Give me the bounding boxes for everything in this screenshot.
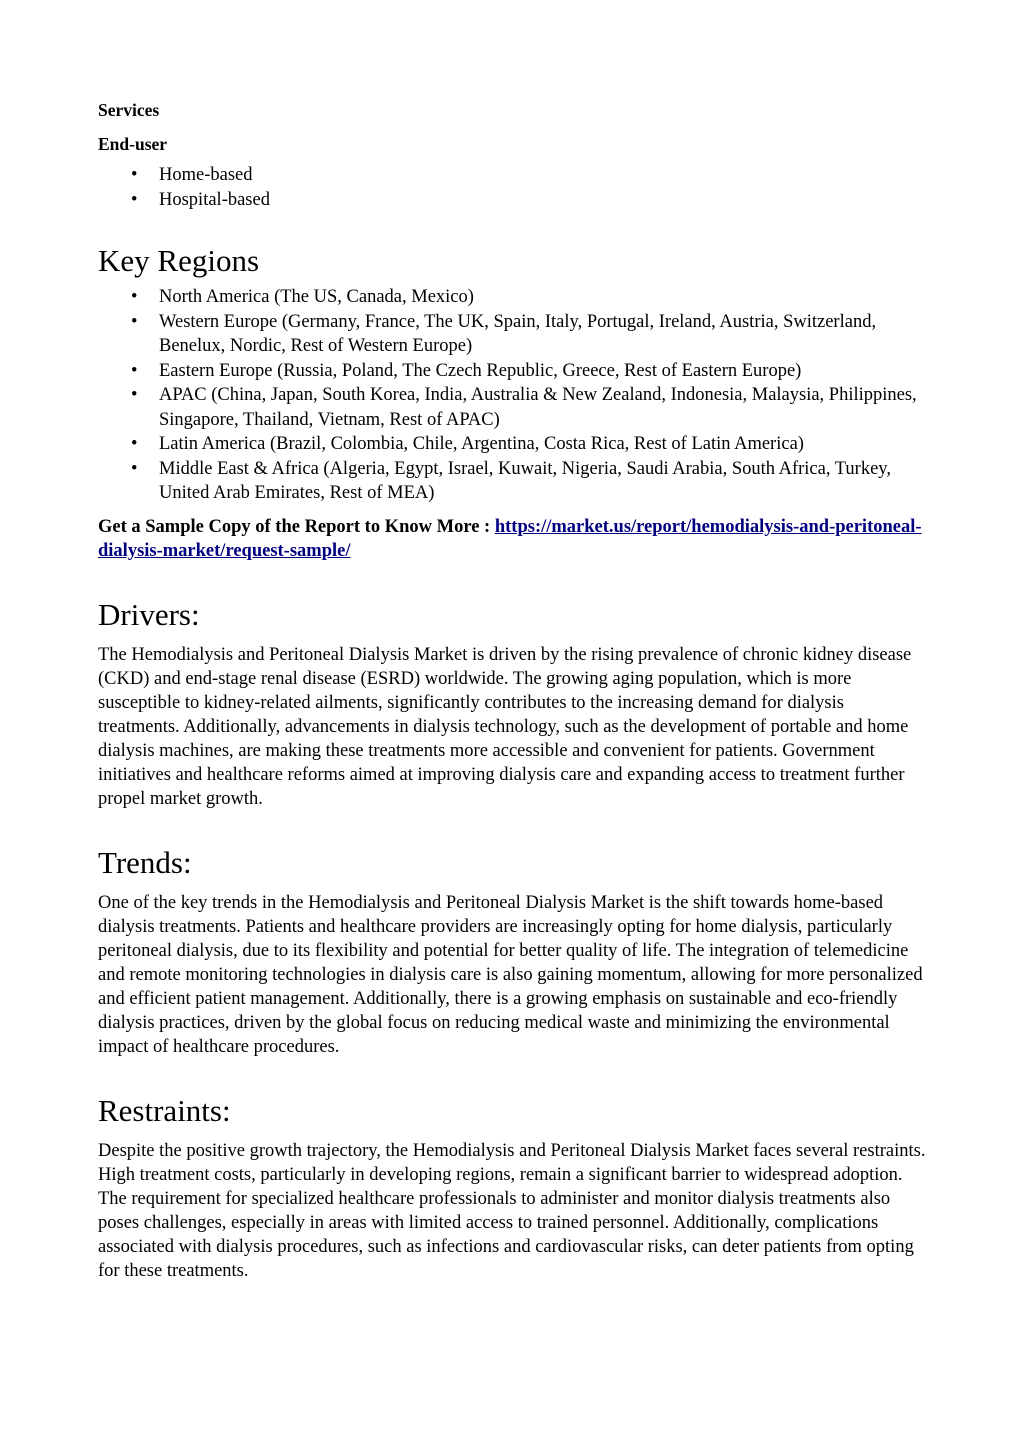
list-item-label: Home-based <box>159 165 253 185</box>
sample-request-text: Get a Sample Copy of the Report to Know More : <box>98 516 495 537</box>
list-item <box>131 432 928 457</box>
restraints-heading: Restraints: <box>98 1092 231 1128</box>
bullet-icon: • <box>131 360 138 381</box>
enduser-list <box>98 163 928 212</box>
bullet-icon: • <box>131 385 138 405</box>
regions-list <box>98 285 928 506</box>
document-page <box>98 98 928 1283</box>
drivers-paragraph: The Hemodialysis and Peritoneal Dialysis Market is driven by the rising prevalence of chronic kidney disease (CKD) and end-stage renal disease (ESRD) worldwide. The growing aging population, which is more susceptible to kidney-related ailments, significantly contributes to the increasing demand for dialysis treatments. Additionally, advancements in dialysis technology, such as the development of portable and home dialysis machines, are making these treatments more accessible and convenient for patients. Government initiatives and healthcare reforms aimed at improving dialysis care and expanding access to treatment further propel market growth. <box>98 644 912 809</box>
bullet-icon: • <box>131 311 138 332</box>
trends-paragraph: One of the key trends in the Hemodialysis and Peritoneal Dialysis Market is the shift towards home-based dialysis treatments. Patients and healthcare providers are increasingly opting for home dialysis, particularly peritoneal dialysis, due to its flexibility and potential for better quality of life. The integration of telemedicine and remote monitoring technologies in dialysis care is also gaining momentum, allowing for more personalized and efficient patient management. Additionally, there is a growing emphasis on sustainable and eco-friendly dialysis practices, driven by the global focus on reducing medical waste and minimizing the environmental impact of healthcare procedures. <box>98 892 923 1057</box>
list-item-label: Eastern Europe (Russia, Poland, The Czech Republic, Greece, Rest of Eastern Europe) <box>159 360 802 381</box>
key-regions-heading: Key Regions <box>98 243 260 278</box>
list-item <box>131 359 928 384</box>
sample-request-link[interactable]: https://market.us/report/hemodialysis-and-peritoneal-dialysis-market/request-sample/ <box>98 516 922 561</box>
list-item-label: Hospital-based <box>159 189 270 210</box>
enduser-label: End-user <box>98 134 168 154</box>
bullet-icon: • <box>131 458 138 479</box>
bullet-icon: • <box>131 434 138 454</box>
list-item-label: Western Europe (Germany, France, The UK, Spain, Italy, Portugal, Ireland, Austria, Switzerland, Benelux, Nordic, Rest of Western Europe) <box>159 311 877 356</box>
trends-heading: Trends: <box>98 844 192 880</box>
restraints-paragraph: Despite the positive growth trajectory, the Hemodialysis and Peritoneal Dialysis Market faces several restraints. High treatment costs, particularly in developing regions, remain a significant barrier to widespread adoption. The requirement for specialized healthcare professionals to administer and monitor dialysis treatments also poses challenges, especially in areas with limited access to trained personnel. Additionally, complications associated with dialysis procedures, such as infections and cardiovascular risks, can deter patients from opting for these treatments. <box>98 1140 926 1281</box>
bullet-icon: • <box>131 165 138 185</box>
list-item <box>131 383 928 432</box>
list-item <box>131 310 928 359</box>
list-item-label: APAC (China, Japan, South Korea, India, Australia & New Zealand, Indonesia, Malaysia, Philippines, Singapore, Thailand, Vietnam, Rest of APAC) <box>159 385 917 430</box>
drivers-heading: Drivers: <box>98 596 200 632</box>
list-item <box>131 457 928 506</box>
list-item <box>131 163 928 188</box>
bullet-icon: • <box>131 189 138 210</box>
list-item <box>131 285 928 310</box>
bullet-icon: • <box>131 287 138 307</box>
services-label: Services <box>98 100 160 120</box>
list-item-label: Middle East & Africa (Algeria, Egypt, Israel, Kuwait, Nigeria, Saudi Arabia, South Africa, Turkey, United Arab Emirates, Rest of MEA) <box>159 458 891 503</box>
list-item-label: Latin America (Brazil, Colombia, Chile, Argentina, Costa Rica, Rest of Latin America) <box>159 434 804 454</box>
sample-request-paragraph <box>98 515 928 563</box>
list-item <box>131 188 928 213</box>
list-item-label: North America (The US, Canada, Mexico) <box>159 287 474 307</box>
